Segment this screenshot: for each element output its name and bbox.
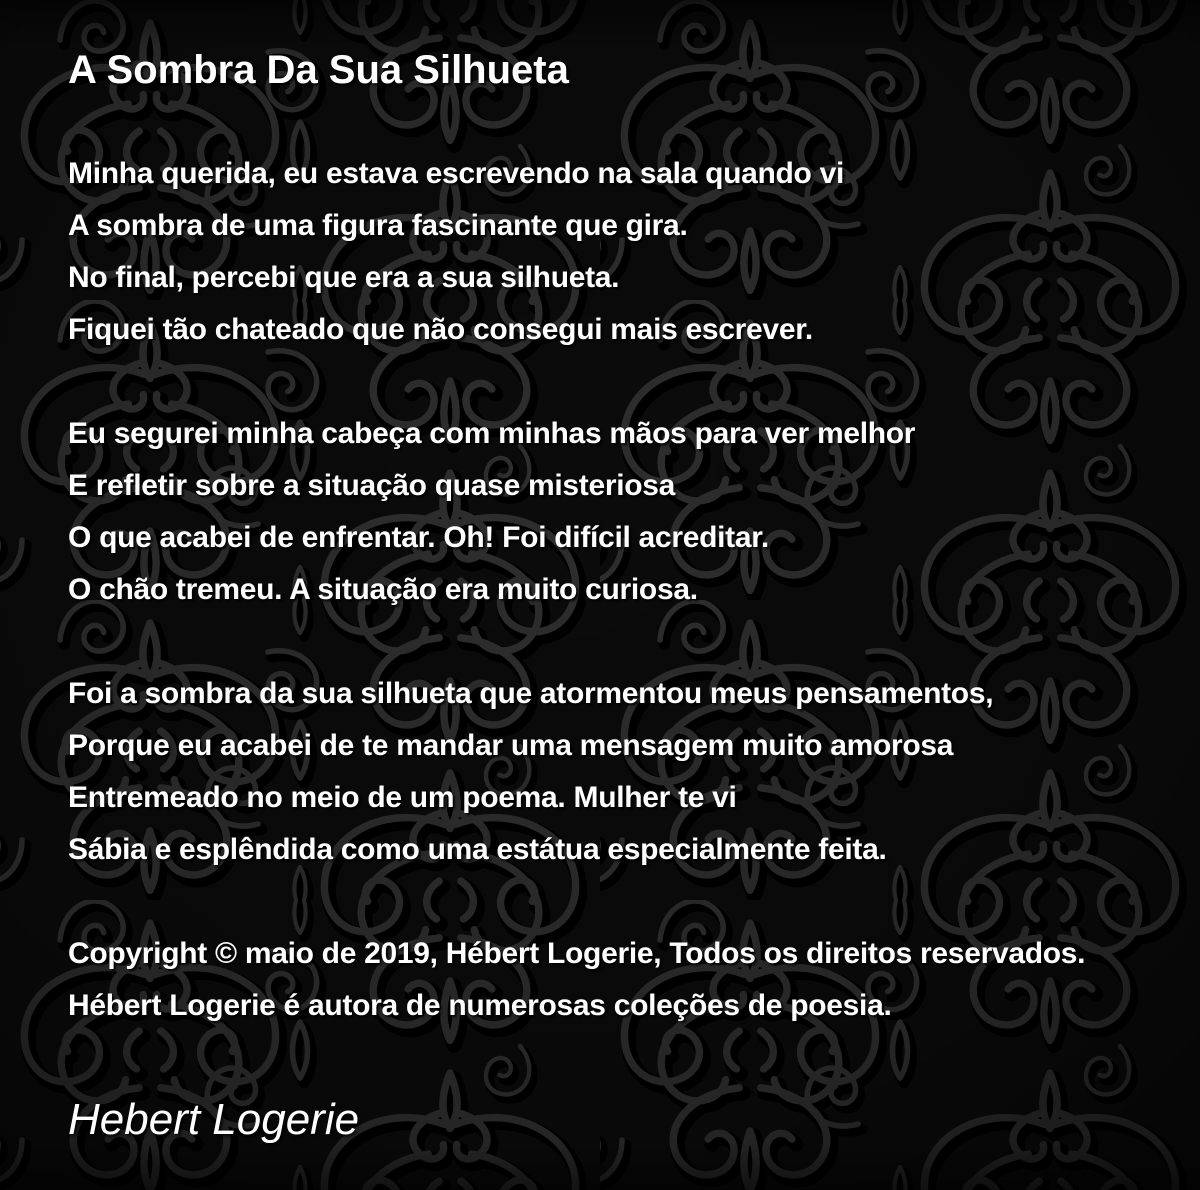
copyright-block (68, 928, 1180, 1032)
poem-line: No final, percebi que era a sua silhueta. (68, 261, 620, 294)
poem-line: O chão tremeu. A situação era muito curiosa. (68, 573, 698, 606)
copyright-line: Copyright © maio de 2019, Hébert Logerie, Todos os direitos reservados. (68, 937, 1086, 970)
poem-line: Fiquei tão chateado que não consegui mais escrever. (68, 313, 813, 346)
poem-line: Foi a sombra da sua silhueta que atormentou meus pensamentos, (68, 677, 994, 710)
stanza-2 (68, 408, 1180, 616)
stanza-3 (68, 668, 1180, 876)
poem-line: Eu segurei minha cabeça com minhas mãos para ver melhor (68, 417, 916, 450)
poem-line: O que acabei de enfrentar. Oh! Foi difícil acreditar. (68, 521, 769, 554)
poem-title: A Sombra Da Sua Silhueta (68, 48, 569, 92)
stanza-1 (68, 148, 1180, 356)
poem-line: Sábia e esplêndida como uma estátua especialmente feita. (68, 833, 887, 866)
poem-line: Entremeado no meio de um poema. Mulher te vi (68, 781, 737, 814)
author-signature: Hebert Logerie (68, 1095, 360, 1144)
copyright-line: Hébert Logerie é autora de numerosas coleções de poesia. (68, 989, 892, 1022)
poem-line: E refletir sobre a situação quase misteriosa (68, 469, 676, 502)
poem-line: A sombra de uma figura fascinante que gira. (68, 209, 688, 242)
poem-line: Porque eu acabei de te mandar uma mensagem muito amorosa (68, 729, 954, 762)
poem-line: Minha querida, eu estava escrevendo na sala quando vi (68, 157, 845, 190)
